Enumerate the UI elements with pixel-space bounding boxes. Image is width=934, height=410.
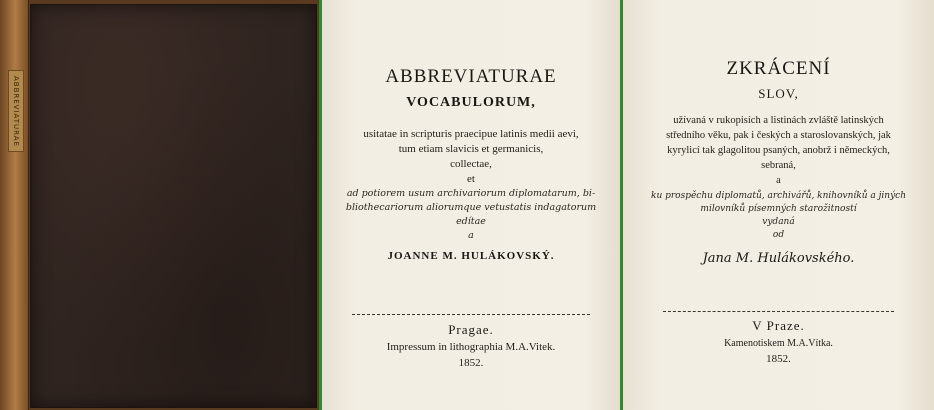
book-spine [0, 0, 29, 410]
czech-year: 1852. [766, 353, 791, 365]
latin-author: JOANNE M. HULÁKOVSKÝ. [387, 250, 555, 262]
latin-description: usitatae in scripturis praecipue latinis medii aevi, tum etiam slavicis et germanicis, collectae, et [363, 128, 579, 185]
latin-title: ABBREVIATURAE [385, 66, 557, 87]
spine-label: ABBREVIATURAE [8, 70, 24, 152]
latin-place: Pragae. [448, 322, 494, 337]
czech-place: V Praze. [752, 318, 805, 333]
czech-author: Jana M. Hulákovského. [702, 251, 855, 266]
czech-divider-rule [663, 311, 894, 312]
latin-subtitle: VOCABULORUM, [406, 95, 536, 110]
latin-dedication: ad potiorem usum archivariorum diplomatarum, bi- bliothecariorum aliorumque vetustatis indagatorum edítae a [345, 188, 597, 241]
latin-year: 1852. [458, 357, 484, 369]
latin-printer: Impressum in lithographia M.A.Vitek. [386, 341, 556, 353]
latin-title-page [322, 0, 620, 410]
czech-dedication: ku prospěchu diplomatů, archivářů, knihovníků a jiných milovníků písemných starožitností vydaná od [650, 191, 906, 240]
czech-printer: Kamenotiskem M.A.Vítka. [724, 338, 833, 349]
czech-description: užívaná v rukopisích a listinách zvláště latinských středního věku, pak i českých a staroslovanských, jak kyrylicí tak glagolitou psaných, anobrž i německých, sebraná, a [666, 115, 891, 186]
latin-divider-rule [352, 314, 590, 315]
book-cover [0, 0, 319, 410]
czech-title-page [623, 0, 934, 410]
cover-board [30, 4, 317, 408]
czech-title: ZKRÁCENÍ [726, 58, 831, 79]
czech-subtitle: SLOV, [758, 86, 799, 101]
